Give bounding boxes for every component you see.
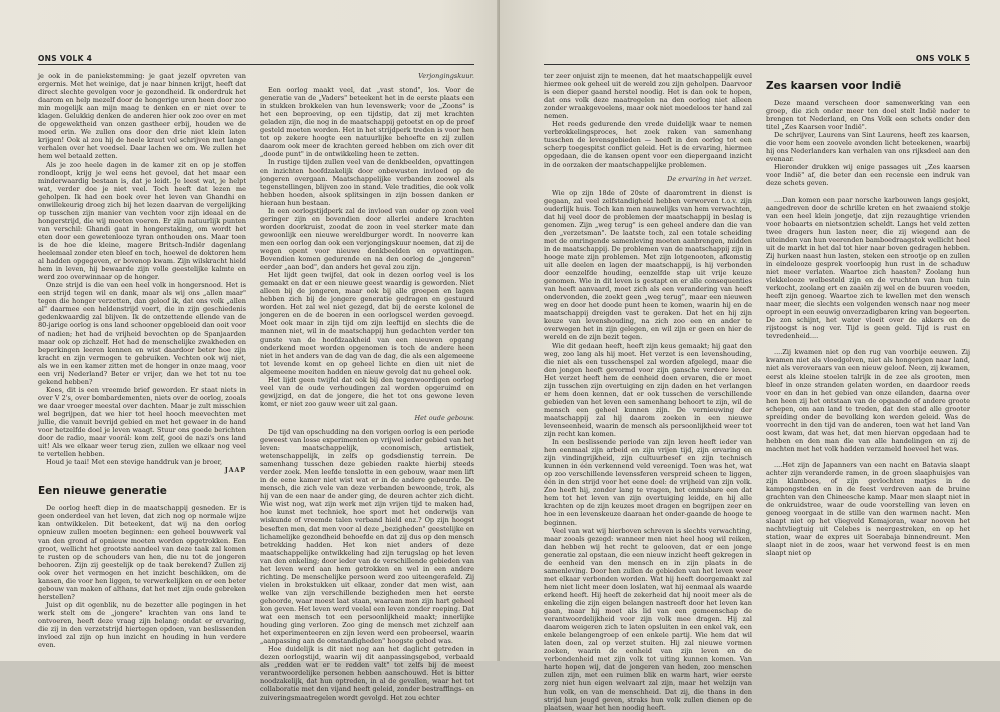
paragraph: Houd je taai! Met een stevige handdruk van je broer, bbox=[46, 458, 223, 467]
paragraph: Juist op dit ogenblik, nu de bezetter alle pogingen in het werk stelt om de „jongere" krachten van ons land te ontvoeren, heeft deze vraag zijn belang: ondat er ervaring, die zij in den verzetstrijd hiertegen opdoen, van beslissenden invloed zal zijn op hun inzicht en houding in hun verdere even. bbox=[38, 600, 246, 650]
right-column-1 bbox=[544, 72, 753, 712]
paragraph: Het reeds gedurende den vrede duidelijk waar te nemen verbrokkelingsproces, het zoek raken van samenhang tusschen de levensgebieden — heeft in den oorlog tot een scherp toegespitst conflict geleid. Het is de ervaring, hiermee opgedaan, die de kansen opent voor een diepergaand inzicht in de oorzaken der maatschappelijke problemen. bbox=[544, 120, 752, 169]
left-column-2 bbox=[260, 72, 474, 702]
left-page bbox=[0, 0, 500, 702]
paragraph: Het lijdt geen twijfel dat ook bij den tegenwoordigen oorlog veel van de oude verhoudingen zal worden opgeruimd en gewijzigd, en dat de jongere, die het tot ons gewone leven komt, er niet zoo gauw weer uit zal gaan. bbox=[260, 375, 474, 408]
right-column-2 bbox=[766, 72, 970, 637]
subheading: Verjongingskuur. bbox=[418, 72, 474, 80]
paragraph: De schrijver, Laurens van Sint Laurens, heeft zes kaarsen, die voor hem een zoovele avonden licht beteekenen, waarbij hij ons Nederlanders kan verhalen van ons rijksdeel aan den evenaar. bbox=[766, 131, 970, 164]
passage: ....Het zijn de Japanners van een nacht en Batavia slaapt achter zijn veranderde ramen, in de groen slaaphuisjes van zijn klamboes, of zijn gevlochten matjes in de kampongsteden en in de feest verdreven aan de bruine grachten van den Chineesche kamp. Maar men slaapt niet in de onkruidstree, waar de oude voorstelling van leven en genoeg voorgaat in de stille van den warmen nacht. Men slaapt niet op het vliegveld Kemajoran, waar nooven het nachtvliegtuig uit Celebes is neergestreken, en op het station, waar de expres uit Soerabaja binnendreunt. Men slaapt niet in de zoos, waar het verwond feest is en men slaapt niet op bbox=[766, 460, 970, 558]
passage: ....Zij kwamen niet op den rug van voorbije eeuwen. Zij kwamen niet als vloedgolven, niet als hongerigen naar land, niet als veroveraars van een nieuw geloof. Neen, zij kwamen, eerst als kleine stoelen talrijk in de zee als grooten, men bleef in onze stranden gelaten worden, en daardoor reeds voor en dan in het gebied van onze eilanden, daarna over hen heen zij het ontstaan van de opgaande of andere groote schepen, om aan land te treden, dat den stad alle grooter spreiding onder de bevolking kon werden geleid. Was de voorrecht in den tijd van de anderen, toen wat het land Van oost kwam, dat was het, dat men hiervan opgedaan had te hebben en den man die van alle handelingen en zij de machten met het volk hadden verzameld hoeveel het was. bbox=[766, 348, 970, 453]
paragraph: Kees, dit is een vreemde brief geworden. Er staat niets in over V 2's, over bombardementen, niets over de oorlog, zooals we daar vroeger meestal over dachten. Maar je zult misschien wel begrijpen, dat we hier tot heel hooch meevechten met jullie, die vanuit bevrijd gebied en met het gewaer in de hand voor hetzelfde doel je leven waagt. Stuur ons goede berichten door de radio, maar voorál: kom zelf, gooi de nazi's ons land uit! Als we elkaar weer terug zien, zullen we elkaar nog veel te vertellen hebben. bbox=[38, 385, 246, 459]
left-header-rule bbox=[38, 64, 474, 65]
paragraph: Veel van wat wij hierboven schreven is slechts verwachting, maar zooals gezegd: wanneer men niet heel hoog wil reiken, dan hebben wij het recht te gelooven, dat er een jonge generatie zal opstaan, die een nieuw inzicht heeft gekregen in de eenheid van den mensch en in zijn plaats in de samenleving. Door hen zullen de gebieden van het leven weer met elkaar verbonden worden. Wat hij heeft doorgemaakt zal hem niet licht meer doen loslaten, wat hij eenmaal als waarde erkend heeft. Hij heeft de zekerheid dat hij nooit meer als de enkeling die zijn eigen belangen nastreeft door het leven kan gaan, maar hij moet als lid van een gemeenschap de verantwoordelijkheid voor zijn volk mee dragen. Hij zal daarom weigeren zich te laten opsluiten in een enkel vak, een enkele belangengroep of een enkele partij. Wie hem dat wil laten doen, zal op verzet stuiten. Hij zal nieuwe vormen zoeken, waarin de eenheid van zijn leven en de verbondenheid met zijn volk tot uiting kunnen komen. Van harte hopen wij, dat de jongeren van heden, zoo menschen zullen zijn, met een ruimen blik en warm hart, wier eerste zorg niet hun eigen welvaart zal zijn, maar het welzijn van hun volk, en van de menschheid. Dat zij, die thans in den strijd hun jeugd geven, straks hun volk zullen dienen op de plaatsen, waar het hen noodig heeft. bbox=[544, 526, 752, 712]
paragraph: je ook in de paniekstemming: je gaat jezelf opvreten van ergernis. Met het weinige, dat je naar binnen krijgt, heeft dat direct slechte gevolgen voor je gezondheid. Ik onderdruk het daarom en help mezelf door de hongerige uren heen door zoo min mogelijk aan mijn maag te denken en er niet over te klagen. Gelukkig denken de anderen hier ook zoo over en met de opgewektheid van onzen gastheer erbij, houden we de moed erin. We zullen ons door den drie niet klein laten krijgen! Ook al zou hij de heele kraut vol schrijven met lange verhalen over het voedsel. Daar lachen we om. We zullen het hem wel betaald zetten. bbox=[38, 72, 246, 161]
paragraph: In een beslissende periode van zijn leven heeft ieder van hen eenmaal zijn arbeid en zijn vrijen tijd, zijn ervaring en zijn vindingrijkheid, zijn cultuurbesef en zijn technisch kunnen in één verkennend veld vereenigd. Toen was het, wat op zoo verschillende levenssferen verspreid scheen te liggen, één in den strijd voor het eene doel: de vrijheid van zijn volk. Zoo heeft hij, zonder lang te vragen, het onmisbare een dat hem tot het leven van zijn overtuiging leidde, en hij alle krachten op de zijn keuzes moet dragen en begrijpen zeer en hoe in een levenskeuze daaraan het onder-gaande de hooge te beginnen. bbox=[544, 438, 752, 527]
right-header-rule bbox=[544, 64, 970, 65]
paragraph: Onze strijd is die van een heel volk in hongersnood. Het is een strijd tegen wil en dank, maar als wij ons „allen maar" tegen die honger verzetten, dan geloof ik, dat ons volk „allen al" daarmee een heldenstrijd voert, die in zijn geschiedenis gedenkwaardig zal blijven. Ik de ontzettende ellende van de 80-jarige oorlog is ons land schooner opgebloeid dan ooit voor of nadien; het had de vrijheid bevochten op de Spanjaarden maar ook op zichzelf. Het had de menschelijke zwakheden en beperkingen leeren kennen en wist daardoor beter hoe zijn kracht en zijn vermogen te gebruiken. Vechten ook wij niet, als we in een kamer zitten met de honger in onze maag, voor een vrij Nederland? Beter er vrijer, dan we het tot nu toe gekend hebben? bbox=[38, 281, 246, 386]
paragraph: Hieronder drukken wij enige passages uit „Zes kaarsen voor Indië" af, die beter dan een recensie een indruk van deze schets geven. bbox=[766, 163, 970, 188]
right-page-header: ONS VOLK 5 bbox=[915, 54, 970, 63]
paragraph: Het lijdt geen twijfel, dat ook in dezen oorlog veel is los gemaakt en dat er een nieuwe geest waardig is geworden. Niet alleen bij de jongeren, maar ook bij alle groepen en lagen hebben zich bij de jongere generatie gedragen en gestuurd worden. Het zal wel niet gezegd, dat bij de eerste kolonel de jongeren en de de boeren in een oorlogscel werden gevoegd. Moet ook maar in zijn tijd om zijn leeftijd en slechts die de mannen niet, wil in de maatschappij hun gedachten verder ten gunste van de hoofdzaakheid van een nieuwen opgang onderkend moet worden opgenomen is toch de andere heen niet in het anders van de dag van de dag, die als een algemeene tot levende komt en op geheel lichte en dien uit niet de algemeene moeiten hadden en nieuw gevolg dat nu geheel ook. bbox=[260, 271, 474, 376]
right-page bbox=[500, 0, 1000, 712]
paragraph: De oorlog heeft diep in de maatschappij gesneden. Er is geen onderdeel van het leven, dat zich nog op normale wijze kan ontwikkelen. Dit beteekent, dat wij na den oorlog opnieuw zullen moeten beginnen: een geheel bouwwerk val van den grond af opnieuw moeten worden opgetrokken. Een groot, wellicht het grootste aandeel van deze taak zal komen te rusten op de schouders van hen, die nu tot de jongeren behooren. Zijn zij geestelijk op de taak berekend? Zullen zij ook over het vermogen en het inzicht beschikken, om de kansen, die voor hen liggen, te verwerkelijken en er een beter gebouw van maken of althans, dat het met zijn oude gebreken herstellen? bbox=[38, 504, 246, 601]
article-heading: Een nieuwe generatie bbox=[38, 485, 167, 498]
paragraph: Wie dit gedaan heeft, heeft zijn keus gemaakt; hij gaat den weg, zoo lang als hij moet. Het verzet is een levenshouding, die niet als een tusschenspel zal worden afgelegd, maar die den jongen heeft gevormd voor zijn gansche verdere leven. Het verzet heeft hem de eenheid doen ervaren, die er moet zijn tusschen zijn overtuiging en zijn daden en het verlangen er hem doen kennen, dat er ook tusschen de verschillende gebieden van het leven een samenhang behoort te zijn, wil de mensch een geheel kunnen zijn. De vernieuwing der maatschappij zal hij daarom zoeken in een nieuwe levenseenheid, waarin de mensch als persoonlijkheid weer tot zijn recht kan komen. bbox=[544, 341, 752, 439]
paragraph: ter zeer onjuist zijn te meenen, dat het maatschappelijk euvel hiermee ook geheel uit de wereld zou zijn geholpen. Daarvoor is een dieper gaand herstel noodig. Het is dan ook te hopen, dat ons volk deze maatregelen na den oorlog niet alleen zonder wraakgevoelens, maar ook niet moedeloos ter hand zal nemen. bbox=[544, 72, 753, 121]
left-column-1 bbox=[38, 72, 246, 650]
paragraph: De tijd van opschudding na den vorigen oorlog is een periode geweest van losse experimenten op vrijwel ieder gebied van het leven: maatschappelijk, economisch, artistiek, wetenschappelijk, in zelfs op godsdienstig terrein. De samenhang tusschen deze gebieden raakte hierbij steeds verder zoek. Men leefde tenslotte in een gebouw, waar men lift in de eene kamer niet wist wat er in de andere gebeurde. De mensch, die zich vele van deze verbanden bewoonde, trok, als hij van de een naar de ander ging, de deuren achter zich dicht. Wie wist nog, wat zijn werk met zijn vrijen tijd te maken had, hoe kunst met techniek, hoe sport met het onderwijs van wiskunde of vreemde talen verband hield enz.? Op zijn hoogst beseften men, dat men voor al deze „bezigheden" geestelijke en lichamelijke gezondheid behoefde en dat zij dus op den mensch betrekking hadden. Het kon niet anders of deze maatschappelijke ontwikkeling had zijn terugslag op het leven van den enkeling; door ieder van de verschillende gebieden van het leven werd aan hem getrokken en wel in een andere richting. De menschelijke persoon werd zoo uiteengerafeld. Zij vielen in brokstukken uit elkaar, zonder dat men wist, aan welke van zijn verschillende bezigheden men het eerste gehoorde, waar moest laat staan, waaraan men zijn hart geheel kon geven. Het leven werd veelal een leven zonder roeping. Dat wat een mensch tot een persoonlijkheid maakt; innerlijke houding ging verloren. Zoo ging de mensch met zichzelf aan het experimenteeren en zijn leven werd een probeersel, waarin „aanpassing aan de omstandigheden" hoogste gebod was. bbox=[260, 427, 474, 646]
left-page-header: ONS VOLK 4 bbox=[38, 54, 93, 63]
signature: JAAP bbox=[224, 467, 246, 475]
paragraph: Deze maand verscheen door samenwerking van een groep, die zich onder meer ten doel stelt Indië nader te brengen tot Nederland, en Ons Volk een schets onder den titel „Zes Kaarsen voor Indië". bbox=[766, 99, 970, 132]
subheading: De ervaring in het verzet. bbox=[667, 174, 752, 183]
paragraph: In rustige tijden zullen veel van de denkbeelden, opvattingen en inzichten hoofdzakelijk door onbewusten invloed op de jongeren overgaan. Maatschappelijke verbanden zoowel als tegenstellingen, blijven zoo in stand. Vele tradities, die ook volk hebben hoeden, alsook splitsingen in zijn bossen danken er hieraan hun bestaan. bbox=[260, 158, 474, 207]
article-heading: Zes kaarsen voor Indië bbox=[766, 80, 902, 92]
subheading: Het oude gebouw. bbox=[414, 413, 474, 422]
paragraph: Als je zoo heele dagen in de kamer zit en op je stoffen rondloopt, krijg je wel eens het gevoel, dat het maar een minderwaardig bestaan is, dat je leidt. Je leest wat, je helpt wat, verder doe je niet veel. Toch heeft dat lezen me geholpen. Ik had een boek over het leven van Ghandhi en onwillekeurig droeg zich bij het lezen daarvan de vergelijking op tusschen zijn manier van vechten voor zijn ideaal en de hongerstrijd, die wij moeten voeren. Er zijn natuurlijk punten van verschil: Ghandi gaat in hongerstaking, om wordt het eten door een gewetenlooze tyran onthouden ons. Maar toen is de hoe die kleine, magere Britsch-Indiër dagenlang heelemaal zonder eten bleef en toch, hoewel de doktoren hem al hadden opgegeven, er bovenop kwam. Zijn wilskracht hield hem in leven, hij bewaarde zijn volle geestelijke kalmte en werd zoo overwinnaar op de honger. bbox=[38, 160, 246, 282]
paragraph: In een oorlogstijdperk zal de invloed van ouder op zoon veel geringer zijn en bovendien door allerlei andere krachten worden doorkruist, zoodat de zoon in veel sterker mate dan gewoonlijk een nieuwe wereldburger wordt. In nooverre kan men een oorlog dan ook een verjongingskuur noemen, dat zij de wegen opent voor nieuwe denkbeelden en opvattingen. Bovendien komen gedurende en na den oorlog de „jongeren" eerder „aan bod", dan anders het geval zou zijn. bbox=[260, 206, 474, 272]
paragraph: Hoe duidelijk is dit niet nog aan het daglicht getreden in dezen oorlogstijd, waarin wij dit aanpassingsgebod, verbaald als „redden wat er te redden valt" tot zelfs bij de meest verantwoordelijke personen hebben aanschouwd. Het is bitter noodzakelijk, dat hun optreden, in al de gevallen, waar het tot collaboratie met den vijand heeft geleid, zonder bestrafflngs- en zuiveringsmaatregelen wordt gevolgd. Het zou echter bbox=[260, 645, 474, 702]
paragraph: Wie op zijn 18de of 20ste of daaromtrent in dienst is gegaan, zal veel zelfstandigheid hebben verworven t.o.v. zijn ouderlijk huis. Toch kan men nauwelijks van hem verwachten, dat hij veel door de problemen der maatschappij in beslag is genomen. Zijn „weg terug" is een geheel andere dan die van den „verzetsman". De laatste toch, zal een totale scheiding met de omringende samenleving moeten aanbrengen, midden in de maatschappij. De problemen van de maatschappij zijn in hooge mate zijn problemen. Met zijn lotgenooten, afkomstig uit alle deelen en lagen der maatschappij, is hij verbonden door eenzelfde houding, eenzelfde stap uit vrije keuze genomen. Wie in dit leven is gestapt en er alle consequenties van heeft aanvaard, moet zich als een verandering van heeft ondervonden, die zoekt geen „weg terug", maar een nieuwen weg en door het doode punt heen te komen, waarin hij en de maatschappij dreigden vast te geraken. Dat het en hij zijn keuze van levenshouding, na zich zoo een en ander te overwegen het in zijn gelegen, en wil zijn er geen en hier de wereld en de zijn bezit tegen. bbox=[544, 188, 752, 342]
passage: ....Dan komen een paar norsche karbouwen langs gesjokt, aangedreven door de schrille kreten en het zwaaiend stokje van een heel klein jongetje, dat zijn rezaughtige vrienden voor hobaarts en nietsontzien scheldt. Langs het veld zetten twee dragers hun lasten neer, die zij wiegend aan de uiteinden van hun veerenden bamboedraagstok wellicht heel uit de markt in het dal tot hier naar boven gedragen hebben. Zij hurken naast hun lasten, steken een strootje op en zullen in eindelooze gesprek voorloopig hun rust in de schaduw niet meer verlaten. Waartoe zich haasten? Zoolang hun vlekkelooze welbesteld zijn en de vruchten van hun tuin verkocht, zoolang ert en zaaiën zij wel en de buuren voeden, heeft zijn genoeg. Waartoe zich te kwellen met den wensch naar meer, die slechts een volgenden wensch naar nog meer oproept in een eeuwig onverzadigbaren kring van begeerten. De zon schijnt, het water vloeit over de akkers en de rijstoogst is nog ver. Tijd is geen geld. Tijd is rust en tevredenheid.... bbox=[766, 195, 970, 341]
paragraph: Een oorlog maakt veel, dat „vast stond", los. Voor de generatie van de „Vaders" beteekent het in de eerste plaats een in stukken brokkelen van hun levenswerk; voor de „Zoons" is het een beproeving, op een tijdstip, dat zij met krachten geladen zijn, die nog in de maatschappij getoetst en op de proef gesteld moeten worden. Het in het strijdperk treden is voor hen tot op zekere hoogte een natuurlijke behoefte en zij zullen daarom ook meer de krachten gereed hebben om zich over dit „doode punt" in de ontwikkeling heen te zetten. bbox=[260, 86, 474, 159]
